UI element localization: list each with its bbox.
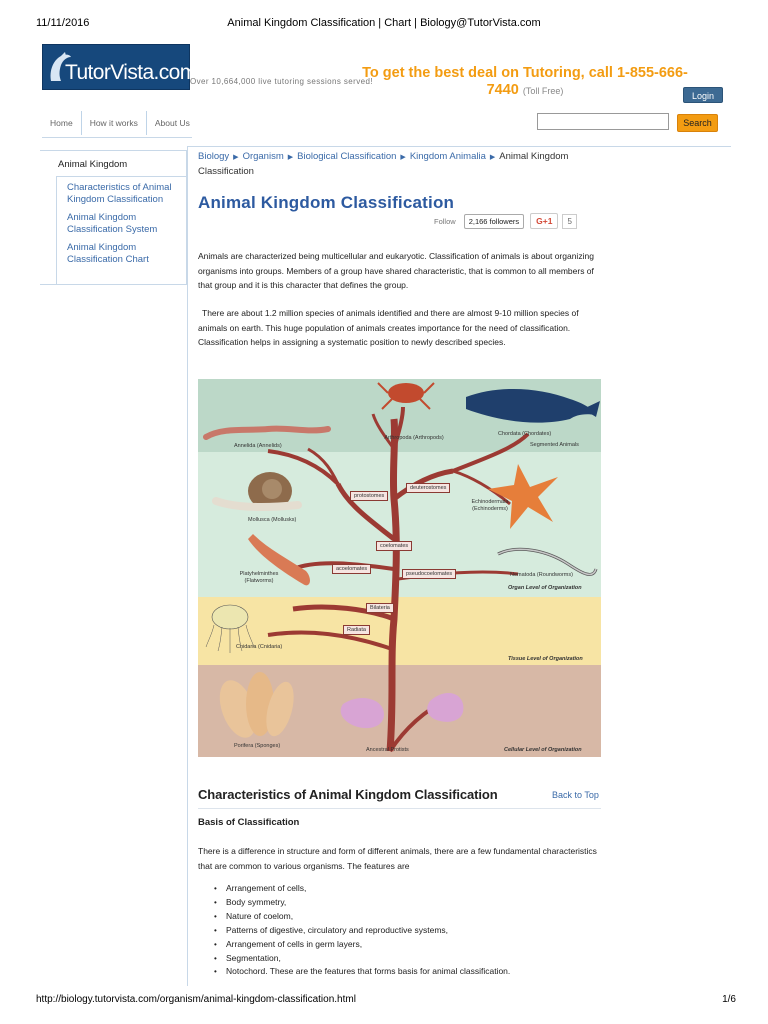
box-acoelomates: acoelomates [332,564,371,574]
list-item: • Body symmetry, [226,896,510,910]
label-cnidaria: Cnidaria (Cnidaria) [236,644,283,650]
promo-line-2: 7440 [486,82,519,98]
print-title: Animal Kingdom Classification | Chart | Biology@TutorVista.com [227,17,541,29]
back-to-top-link[interactable]: Back to Top [552,790,599,800]
label-organ-level: Organ Level of Organization [508,585,582,591]
label-ancestral-protists: Ancestral Protists [366,747,409,753]
print-url: http://biology.tutorvista.com/organism/animal-kingdom-classification.html [36,994,356,1005]
label-platyhelminthes: Platyhelminthes (Flatworms) [239,571,279,584]
label-nematoda: Nematoda (Roundworms) [510,572,573,578]
breadcrumb [198,150,598,179]
nav-about-us[interactable]: About Us [154,118,190,128]
box-bilateria: Bilateria [366,603,394,613]
content-border-top [187,146,731,147]
chevron-right-icon: ▶ [233,154,239,161]
section-divider [198,808,601,809]
list-item: • Segmentation, [226,952,510,966]
list-item: • Nature of coelom, [226,910,510,924]
breadcrumb-organism[interactable]: Organism [242,151,284,162]
sessions-served: Over 10,664,000 live tutoring sessions served! [190,77,373,86]
google-plus-button[interactable]: G+1 [530,213,558,229]
label-echinodermata: Echinodermata (Echinoderms) [471,499,509,512]
list-item: • Notochord. These are the features that forms basis for animal classification. [226,965,510,979]
breadcrumb-biological-classification[interactable]: Biological Classification [297,151,397,162]
box-coelomates: coelomates [376,541,412,551]
chevron-right-icon: ▶ [287,154,294,161]
social-bar [434,212,577,230]
search-button[interactable]: Search [677,114,718,132]
breadcrumb-biology[interactable]: Biology [198,151,230,162]
chevron-right-icon: ▶ [489,154,496,161]
google-plus-count: 5 [562,214,576,229]
animal-phylogeny-figure [198,379,601,757]
promo-line-1: To get the best deal on Tutoring, call 1-855-666- [362,65,688,81]
sidebar-link-classification-chart[interactable]: Animal Kingdom Classification Chart [67,242,149,265]
sidebar-title: Animal Kingdom [58,159,128,170]
tutorvista-logo[interactable] [42,44,205,90]
sidebar [40,150,187,285]
box-radiata: Radiata [343,625,370,635]
sidebar-link-characteristics[interactable]: Characteristics of Animal Kingdom Classification [67,182,172,205]
list-item: • Arrangement of cells, [226,882,510,896]
top-nav [42,111,198,135]
follow-label: Follow [434,216,456,226]
chevron-right-icon: ▶ [400,154,406,161]
box-pseudocoelomates: pseudocoelomates [402,569,456,579]
box-protostomes: protostomes [350,491,388,501]
search-input[interactable] [537,113,669,130]
label-porifera: Porifera (Sponges) [234,743,281,749]
box-deuterostomes: deuterostomes [406,483,450,493]
logo-text: TutorVista.com [65,61,197,84]
section-subtitle: Basis of Classification [198,817,300,828]
feature-list [226,882,510,979]
breadcrumb-kingdom-animalia[interactable]: Kingdom Animalia [409,151,486,162]
label-segmented: Segmented Animals [530,442,579,448]
content-border-left [187,146,188,986]
label-cellular-level: Cellular Level of Organization [504,747,582,753]
nav-divider [42,137,192,138]
intro-paragraph-2: There are about 1.2 million species of animals identified and there are almost 9-10 million species of animals on earth. This huge population of animals creates importance for the need of classification. Classification helps in assigning a systematic position to newly described species. [198,308,579,347]
nav-home[interactable]: Home [42,111,82,135]
sidebar-link-classification-system[interactable]: Animal Kingdom Classification System [67,212,158,235]
list-item: • Patterns of digestive, circulatory and reproductive systems, [226,924,510,938]
page-title: Animal Kingdom Classification [198,193,455,212]
label-arthropoda: Arthropoda (Arthropods) [384,435,444,441]
label-chordata: Chordata (Chordates) [498,431,552,437]
login-button[interactable]: Login [683,87,723,103]
label-tissue-level: Tissue Level of Organization [508,656,583,662]
section-intro: There is a difference in structure and form of different animals, there are a few fundamental characteristics that are common to various organisms. The features are [198,846,597,871]
section-title: Characteristics of Animal Kingdom Classification [198,787,498,802]
sidebar-rail [56,176,57,284]
logo-tm: ™ [196,61,205,70]
label-mollusca: Mollusca (Mollusks) [248,517,297,523]
print-date: 11/11/2016 [36,17,90,29]
nav-how-it-works[interactable]: How it works [82,111,147,135]
intro-paragraph-1: Animals are characterized being multicellular and eukaryotic. Classification of animals is about organizing organisms into groups. Members of a group have shared characteristic, that is common to all members of that group and it is this character that defines the group. [198,251,594,290]
followers-count[interactable]: 2,166 followers [464,214,524,229]
print-page-number: 1/6 [722,994,736,1005]
breadcrumb-current: Animal Kingdom Classification [198,151,569,177]
promo-banner [362,65,688,100]
toll-free: (Toll Free) [522,86,564,96]
list-item: • Arrangement of cells in germ layers, [226,938,510,952]
label-annelida: Annelida (Annelids) [234,443,282,449]
sidebar-divider [56,176,186,177]
